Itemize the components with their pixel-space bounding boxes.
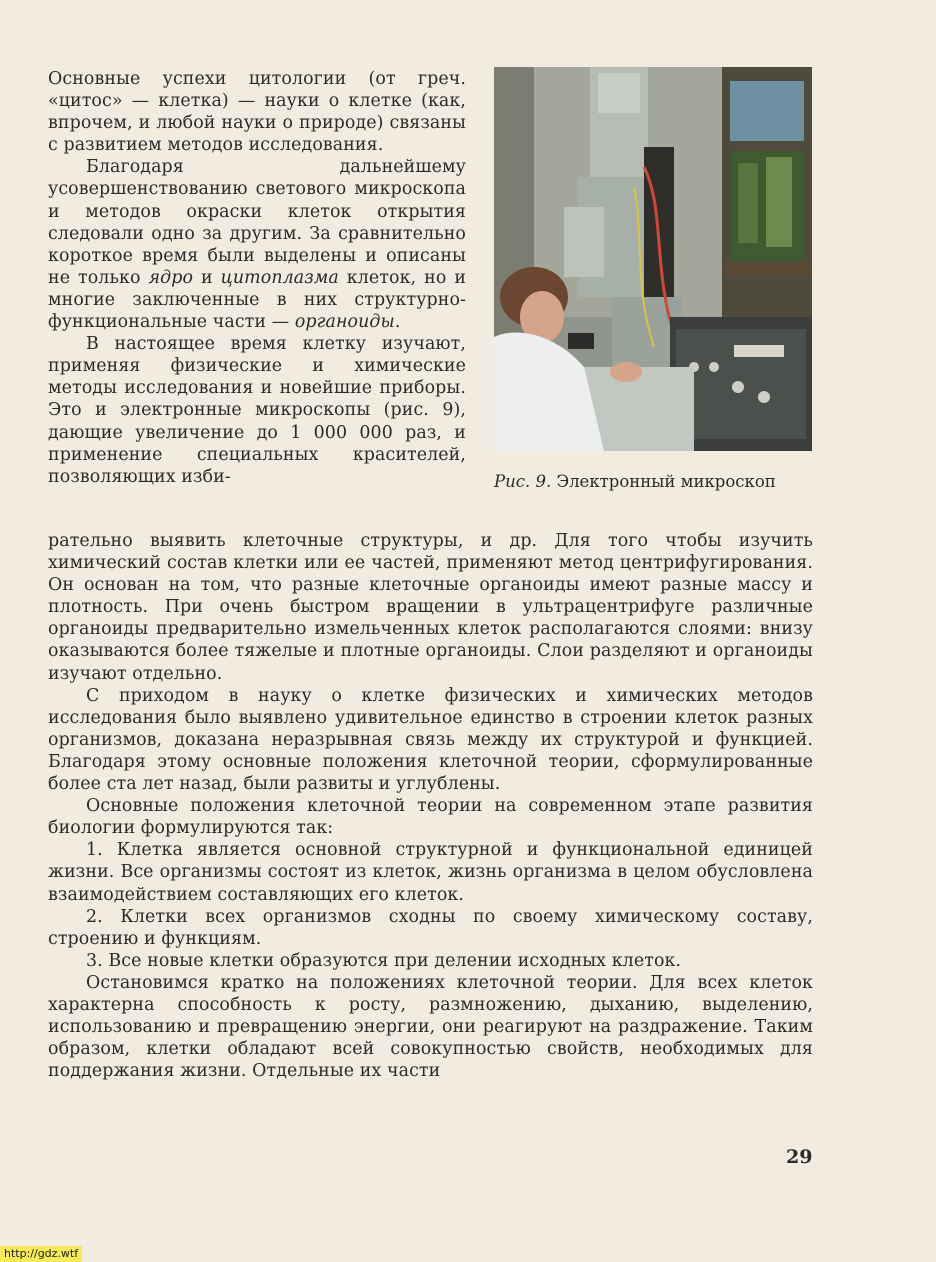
- full-width-text: [48, 530, 813, 1082]
- left-column-text: [48, 68, 466, 488]
- paragraph-cell-theory-intro: Основные положения клеточной теории на современном этапе развития биологии формулируются так:: [48, 796, 813, 839]
- paragraph-centrifugation: рательно выявить клеточные структуры, и др. Для того чтобы изучить химический состав клетки или ее частей, применяют метод центрифугирования. Он основан на том, что разные клеточные органоиды имеют разные массу и плотность. При очень быстром вращении в ультрацентрифуге различные органоиды предварительно измельченных клеток располагаются слоями: внизу оказываются более тяжелые и плотные органоиды. Слои разделяют и органоиды изучают отдельно.: [48, 531, 813, 684]
- figure-label: Рис. 9.: [494, 472, 552, 491]
- paragraph-microscope-history: [48, 156, 466, 333]
- term-cytoplasm: цитоплазма: [220, 267, 339, 288]
- watermark-link[interactable]: http://gdz.wtf: [0, 1246, 82, 1262]
- figure-title: Электронный микроскоп: [551, 472, 776, 491]
- paragraph-text: Благодаря дальнейшему усовершенствованию светового микроскопа и методов окраски клеток открытия следовали одно за другим. За сравнительно короткое время были выделены и описаны не только: [48, 157, 466, 288]
- paragraph-unity-of-structure: С приходом в науку о клетке физических и химических методов исследования было выявлено удивительное единство в строении клеток разных организмов, доказана неразрывная связь между их структурой и функцией. Благодаря этому основные положения клеточной теории, сформулированные более ста лет назад, были развиты и углублены.: [48, 685, 813, 795]
- cell-theory-item-3: 3. Все новые клетки образуются при делении исходных клеток.: [86, 950, 682, 971]
- figure-caption: [494, 472, 824, 492]
- paragraph-modern-methods: В настоящее время клетку изучают, применяя физические и химические методы исследования и новейшие приборы. Это и электронные микроскопы (рис. 9), дающие увеличение до 1 000 000 раз, и применение специальных красителей, позволяющих изби-: [48, 334, 466, 487]
- electron-microscope-photo: [494, 67, 812, 451]
- term-organoids: органоиды: [294, 312, 395, 333]
- paragraph-cell-properties: Остановимся кратко на положениях клеточной теории. Для всех клеток характерна способность к росту, размножению, дыханию, выделению, использованию и превращению энергии, они реагируют на раздражение. Таким образом, клетки обладают всей совокупностью свойств, необходимых для поддержания жизни. Отдельные их части: [48, 972, 813, 1082]
- electron-microscope-illustration: [494, 67, 812, 451]
- paragraph-text: и: [193, 267, 221, 288]
- paragraph-cytology-intro: Основные успехи цитологии (от греч. «цитос» — клетка) — науки о клетке (как, впрочем, и любой науки о природе) связаны с развитием методов исследования.: [48, 69, 466, 156]
- paragraph-text: .: [394, 312, 401, 333]
- cell-theory-item-2: 2. Клетки всех организмов сходны по своему химическому составу, строению и функциям.: [48, 906, 813, 949]
- cell-theory-item-1: 1. Клетка является основной структурной и функциональной единицей жизни. Все организмы состоят из клеток, жизнь организма в целом обусловлена взаимодействием составляющих его клеток.: [48, 840, 813, 905]
- page-number: 29: [786, 1146, 813, 1168]
- paragraph-text: клеток, но и многие заключенные в них структурно-функциональные части —: [48, 267, 467, 333]
- term-nucleus: ядро: [148, 267, 194, 288]
